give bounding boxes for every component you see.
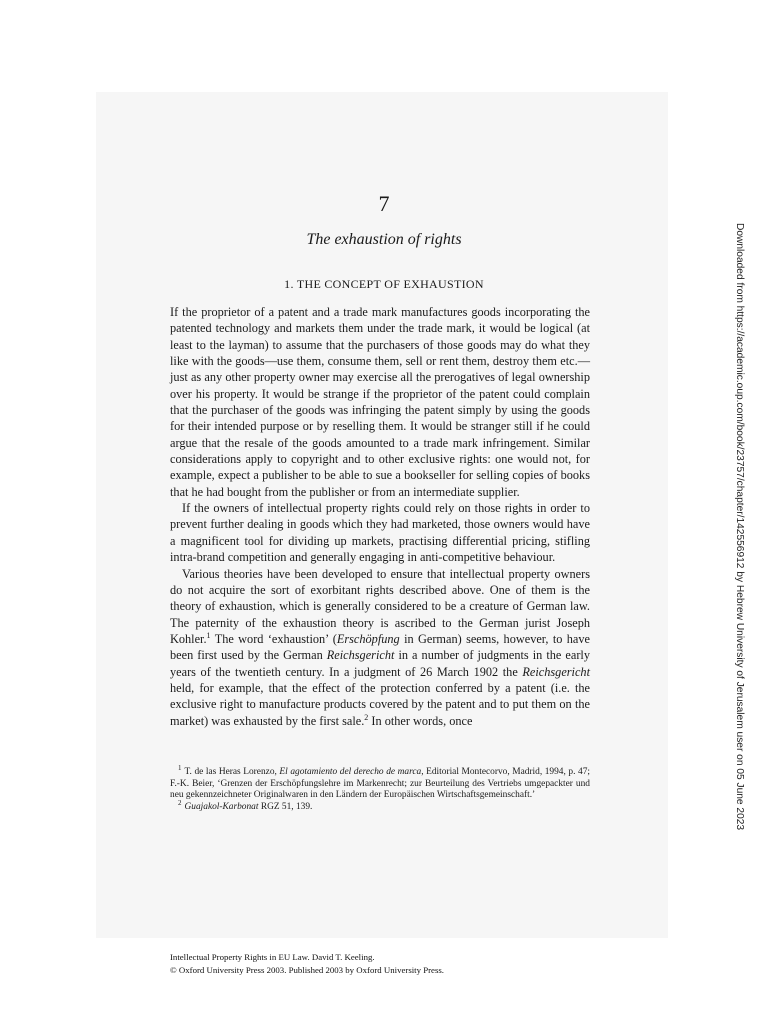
- term-reichsgericht-2: Reichsgericht: [522, 664, 590, 679]
- chapter-title: The exhaustion of rights: [306, 231, 462, 248]
- paragraph-3-text-e: held, for example, that the effect of the protection conferred by a patent (i.e. the exclusive right to manufacture products covered by the patent and to put them on the market) was exhausted by the first sale.: [170, 680, 590, 728]
- footer-book-citation: Intellectual Property Rights in EU Law. David T. Keeling.: [170, 952, 375, 962]
- paragraph-3-text-b: The word ‘exhaustion’ (: [210, 631, 337, 646]
- body-text: [170, 304, 590, 729]
- footer-copyright: © Oxford University Press 2003. Published 2003 by Oxford University Press.: [170, 965, 444, 975]
- footnote-2-mark: 2: [178, 798, 182, 807]
- paragraph-1: If the proprietor of a patent and a trade mark manufactures goods incorporating the patented technology and markets them under the trade mark, it would be logical (at least to the layman) to assume that the purchasers of those goods may do what they like with the goods—use them, consume them, sell or rent them, destroy them etc.—just as any other property owner may exercise all the prerogatives of legal ownership over his property. It would be strange if the proprietor of the patent could complain that the purchaser of the goods was infringing the patent simply by using the goods for their intended purpose or by reselling them. It would be stranger still if he could argue that the resale of the goods amounted to a trade mark infringement. Similar considerations apply to copyright and to other exclusive rights: one would not, for example, expect a publisher to be able to sue a bookseller for selling copies of books that he had bought from the publisher or from an intermediate supplier.: [170, 305, 590, 499]
- download-watermark: Downloaded from https://academic.oup.com/book/23757/chapter/142556912 by Hebrew University of Jerusalem user on 05 June 2023: [734, 223, 745, 831]
- footnote-1-text-b: , Editorial Montecorvo, Madrid, 1994, p. 47; F.-K. Beier, ‘Grenzen der Erschöpfungslehre im Markenrecht; zur Beurteilung des Vertriebs umgepackter und neu gekennzeichneter Originalwaren in den Ländern der Europäischen Wirtschaftsgemeinschaft.’: [170, 767, 590, 801]
- term-reichsgericht: Reichsgericht: [326, 648, 395, 663]
- paragraph-3-text-f: In other words, once: [368, 713, 473, 728]
- section-heading: 1. THE CONCEPT OF EXHAUSTION: [284, 277, 484, 291]
- footnote-2-case-name: Guajakol-Karbonat: [184, 801, 259, 812]
- footnote-1-text-a: T. de las Heras Lorenzo,: [184, 767, 280, 777]
- term-erschopfung: Erschöpfung: [336, 631, 400, 646]
- footnotes: [170, 763, 590, 813]
- footnote-1-book-title: El agotamiento del derecho de marca: [279, 767, 422, 777]
- paragraph-3: [170, 566, 590, 729]
- paragraph-3-text-c: in German) seems, however, to have been first used by the German: [170, 631, 590, 663]
- footnote-ref-1[interactable]: 1: [206, 630, 211, 640]
- paragraph-2: If the owners of intellectual property rights could rely on those rights in order to prevent further dealing in goods which they had marketed, those owners would have a magnificent tool for dividing up markets, practising differential pricing, stifling intra-brand competition and generally engaging in anti-competitive behaviour.: [170, 501, 590, 565]
- footnote-ref-2[interactable]: 2: [364, 712, 369, 722]
- chapter-number: 7: [378, 191, 390, 216]
- publication-footer: [170, 951, 590, 977]
- footnote-1: [170, 763, 590, 802]
- footnote-2: [170, 798, 590, 814]
- footnote-2-text: RGZ 51, 139.: [258, 801, 313, 812]
- paragraph-3-text-a: Various theories have been developed to ensure that intellectual property owners do not acquire the sort of exorbitant rights described above. One of them is the theory of exhaustion, which is generally considered to be a creature of German law. The paternity of the exhaustion theory is ascribed to the German jurist Joseph Kohler.: [170, 566, 590, 646]
- footnote-1-mark: 1: [178, 763, 182, 772]
- paragraph-3-text-d: in a number of judgments in the early years of the twentieth century. In a judgment of 26 March 1902 the: [170, 648, 590, 679]
